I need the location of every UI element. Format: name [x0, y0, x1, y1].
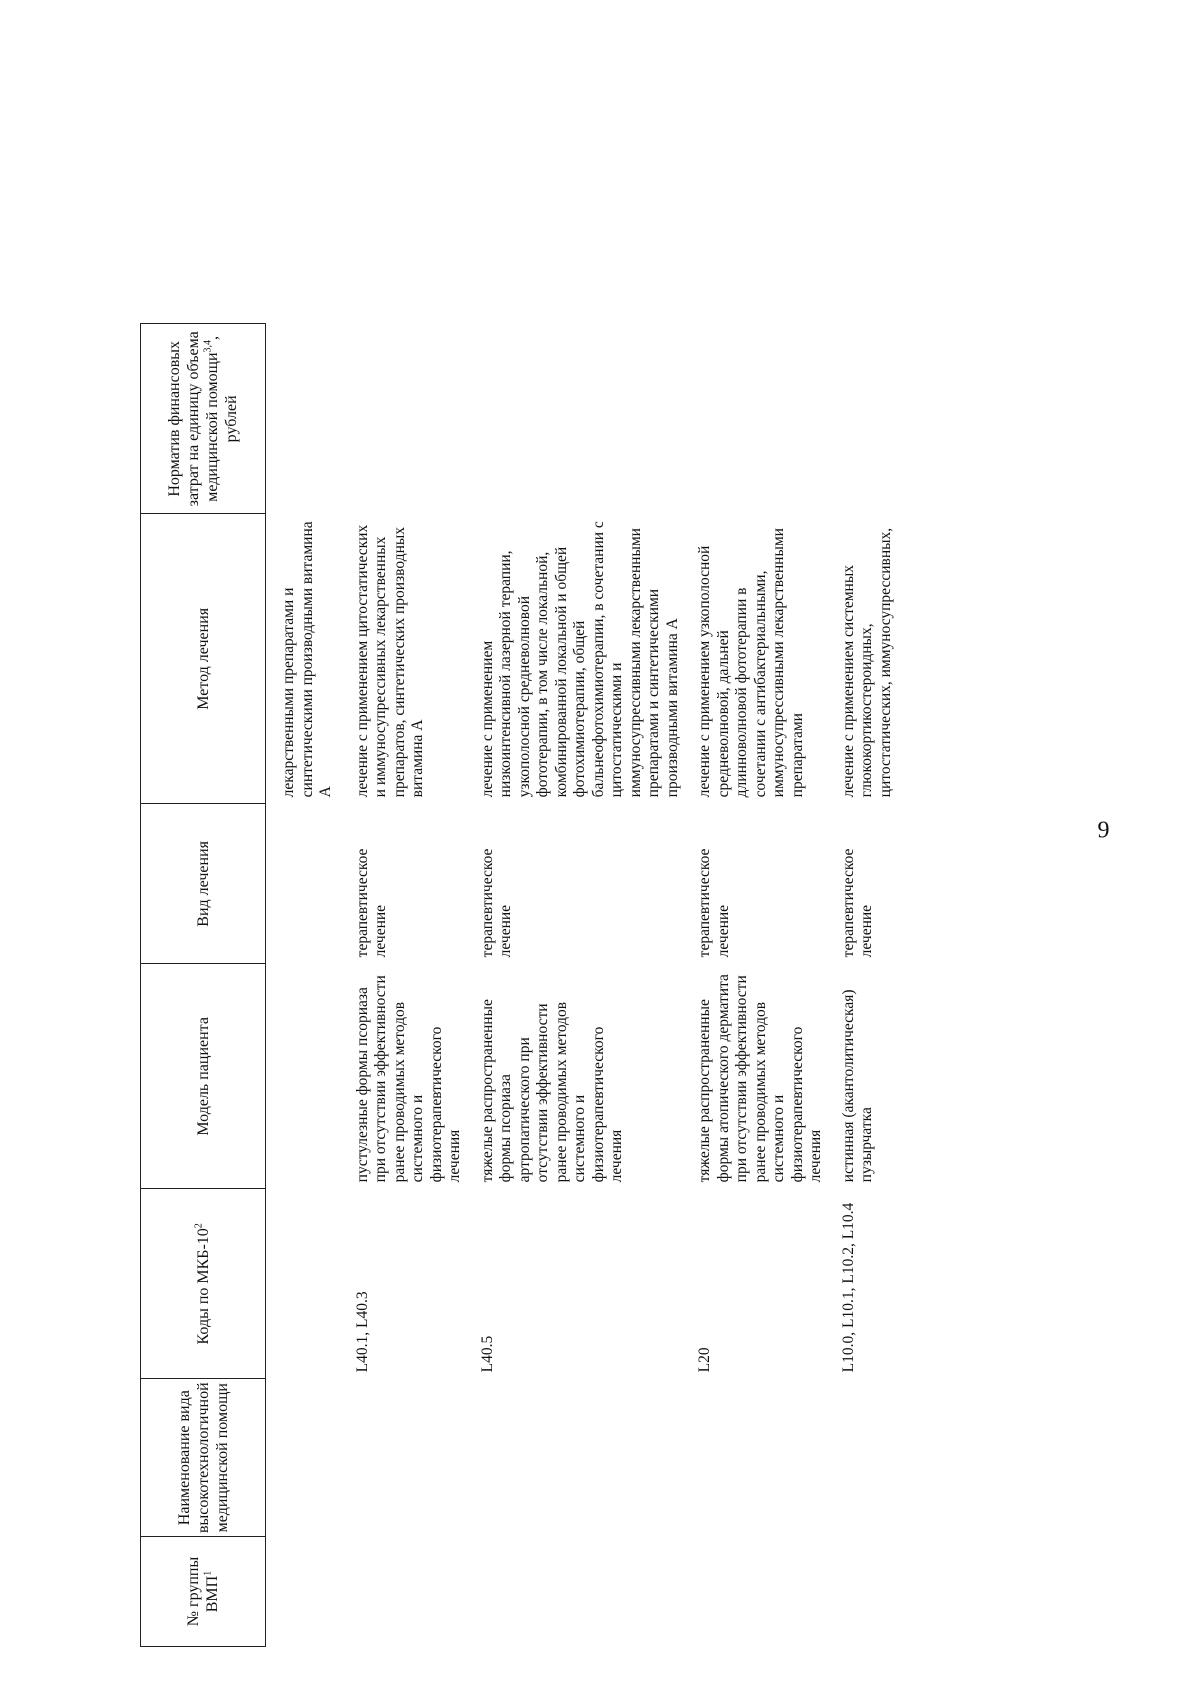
header-treatment-type: Вид лечения — [141, 804, 266, 964]
treatment-method-cell: лечение с применением узкополосной средневолновой, дальней длинноволновой фототерапии в сочетании с антибактериальными, иммуносупрессивными лекарственными препаратами — [696, 528, 806, 798]
treatment-type-cell: терапевтическое лечение — [353, 848, 389, 958]
header-icd-codes: Коды по МКБ-$10^2$ — [141, 1189, 266, 1379]
patient-model-cell: тяжелые распространенные формы атопического дерматита при отсутствии эффективности ранее проводимых методов системного и физиотерапевтического лечения — [696, 974, 824, 1183]
treatment-type-cell: терапевтическое лечение — [839, 848, 875, 958]
header-financial-norm: Норматив финансовых затрат на единицу объема медицинской помощи$^{3,4}$, рублей — [141, 324, 266, 514]
header-patient-model: Модель пациента — [141, 964, 266, 1189]
header-treatment-method: Метод лечения — [141, 514, 266, 804]
table-row — [471, 324, 689, 1647]
vmp-table — [140, 323, 901, 1647]
treatment-type-cell: терапевтическое лечение — [478, 848, 514, 958]
icd-codes-cell: L40.5 — [478, 1335, 496, 1373]
patient-model-cell: истинная (акантолитическая) пузырчатка — [839, 989, 875, 1183]
header-vmp-name: Наименование вида высокотехнологичной медицинской помощи — [141, 1379, 266, 1537]
table-row — [688, 324, 832, 1647]
icd-codes-cell: L20 — [696, 1347, 713, 1373]
patient-model-cell: тяжелые распространенные формы псориаза артропатического при отсутствии эффективности ранее проводимых методов системного и физиотерапевтического лечения — [478, 999, 625, 1183]
header-group-number: № группы ВМП$^1$ — [141, 1537, 266, 1647]
treatment-method-cell: лечение с применением низкоинтенсивной лазерной терапии, узкополосной средневолновой фототерапии, в том числе локальной, комбинированной локальной и общей фотохимиотерапии, общей бальнеофотохимиотерапии, в сочетании с цитостатическими и иммуносупрессивными лекарственными препаратами и синтетическими производными витамина А — [478, 521, 681, 798]
table-row-continuation — [266, 324, 346, 1647]
table-row — [832, 324, 902, 1647]
page-number: 9 — [1097, 817, 1110, 844]
table-row — [346, 324, 471, 1647]
treatment-method-cell: лечение с применением цитостатических и иммуносупрессивных лекарственных препаратов, синтетических производных витамина А — [353, 524, 426, 798]
treatment-method-cell: лечение с применением системных глюкокортикостероидных, цитостатических, иммуносупрессивных, — [839, 527, 894, 798]
icd-codes-cell: L40.1, L40.3 — [353, 1291, 371, 1373]
table-header-row — [141, 324, 266, 1647]
patient-model-cell: пустулезные формы псориаза при отсутствии эффективности ранее проводимых методов системного и физиотерапевтического лечения — [353, 975, 463, 1183]
treatment-type-cell: терапевтическое лечение — [696, 848, 732, 958]
icd-codes-cell: L10.0, L10.1, L10.2, L10.4 — [839, 1202, 857, 1373]
method-cell: лекарственными препаратами и синтетическими производными витамина А — [280, 521, 334, 798]
